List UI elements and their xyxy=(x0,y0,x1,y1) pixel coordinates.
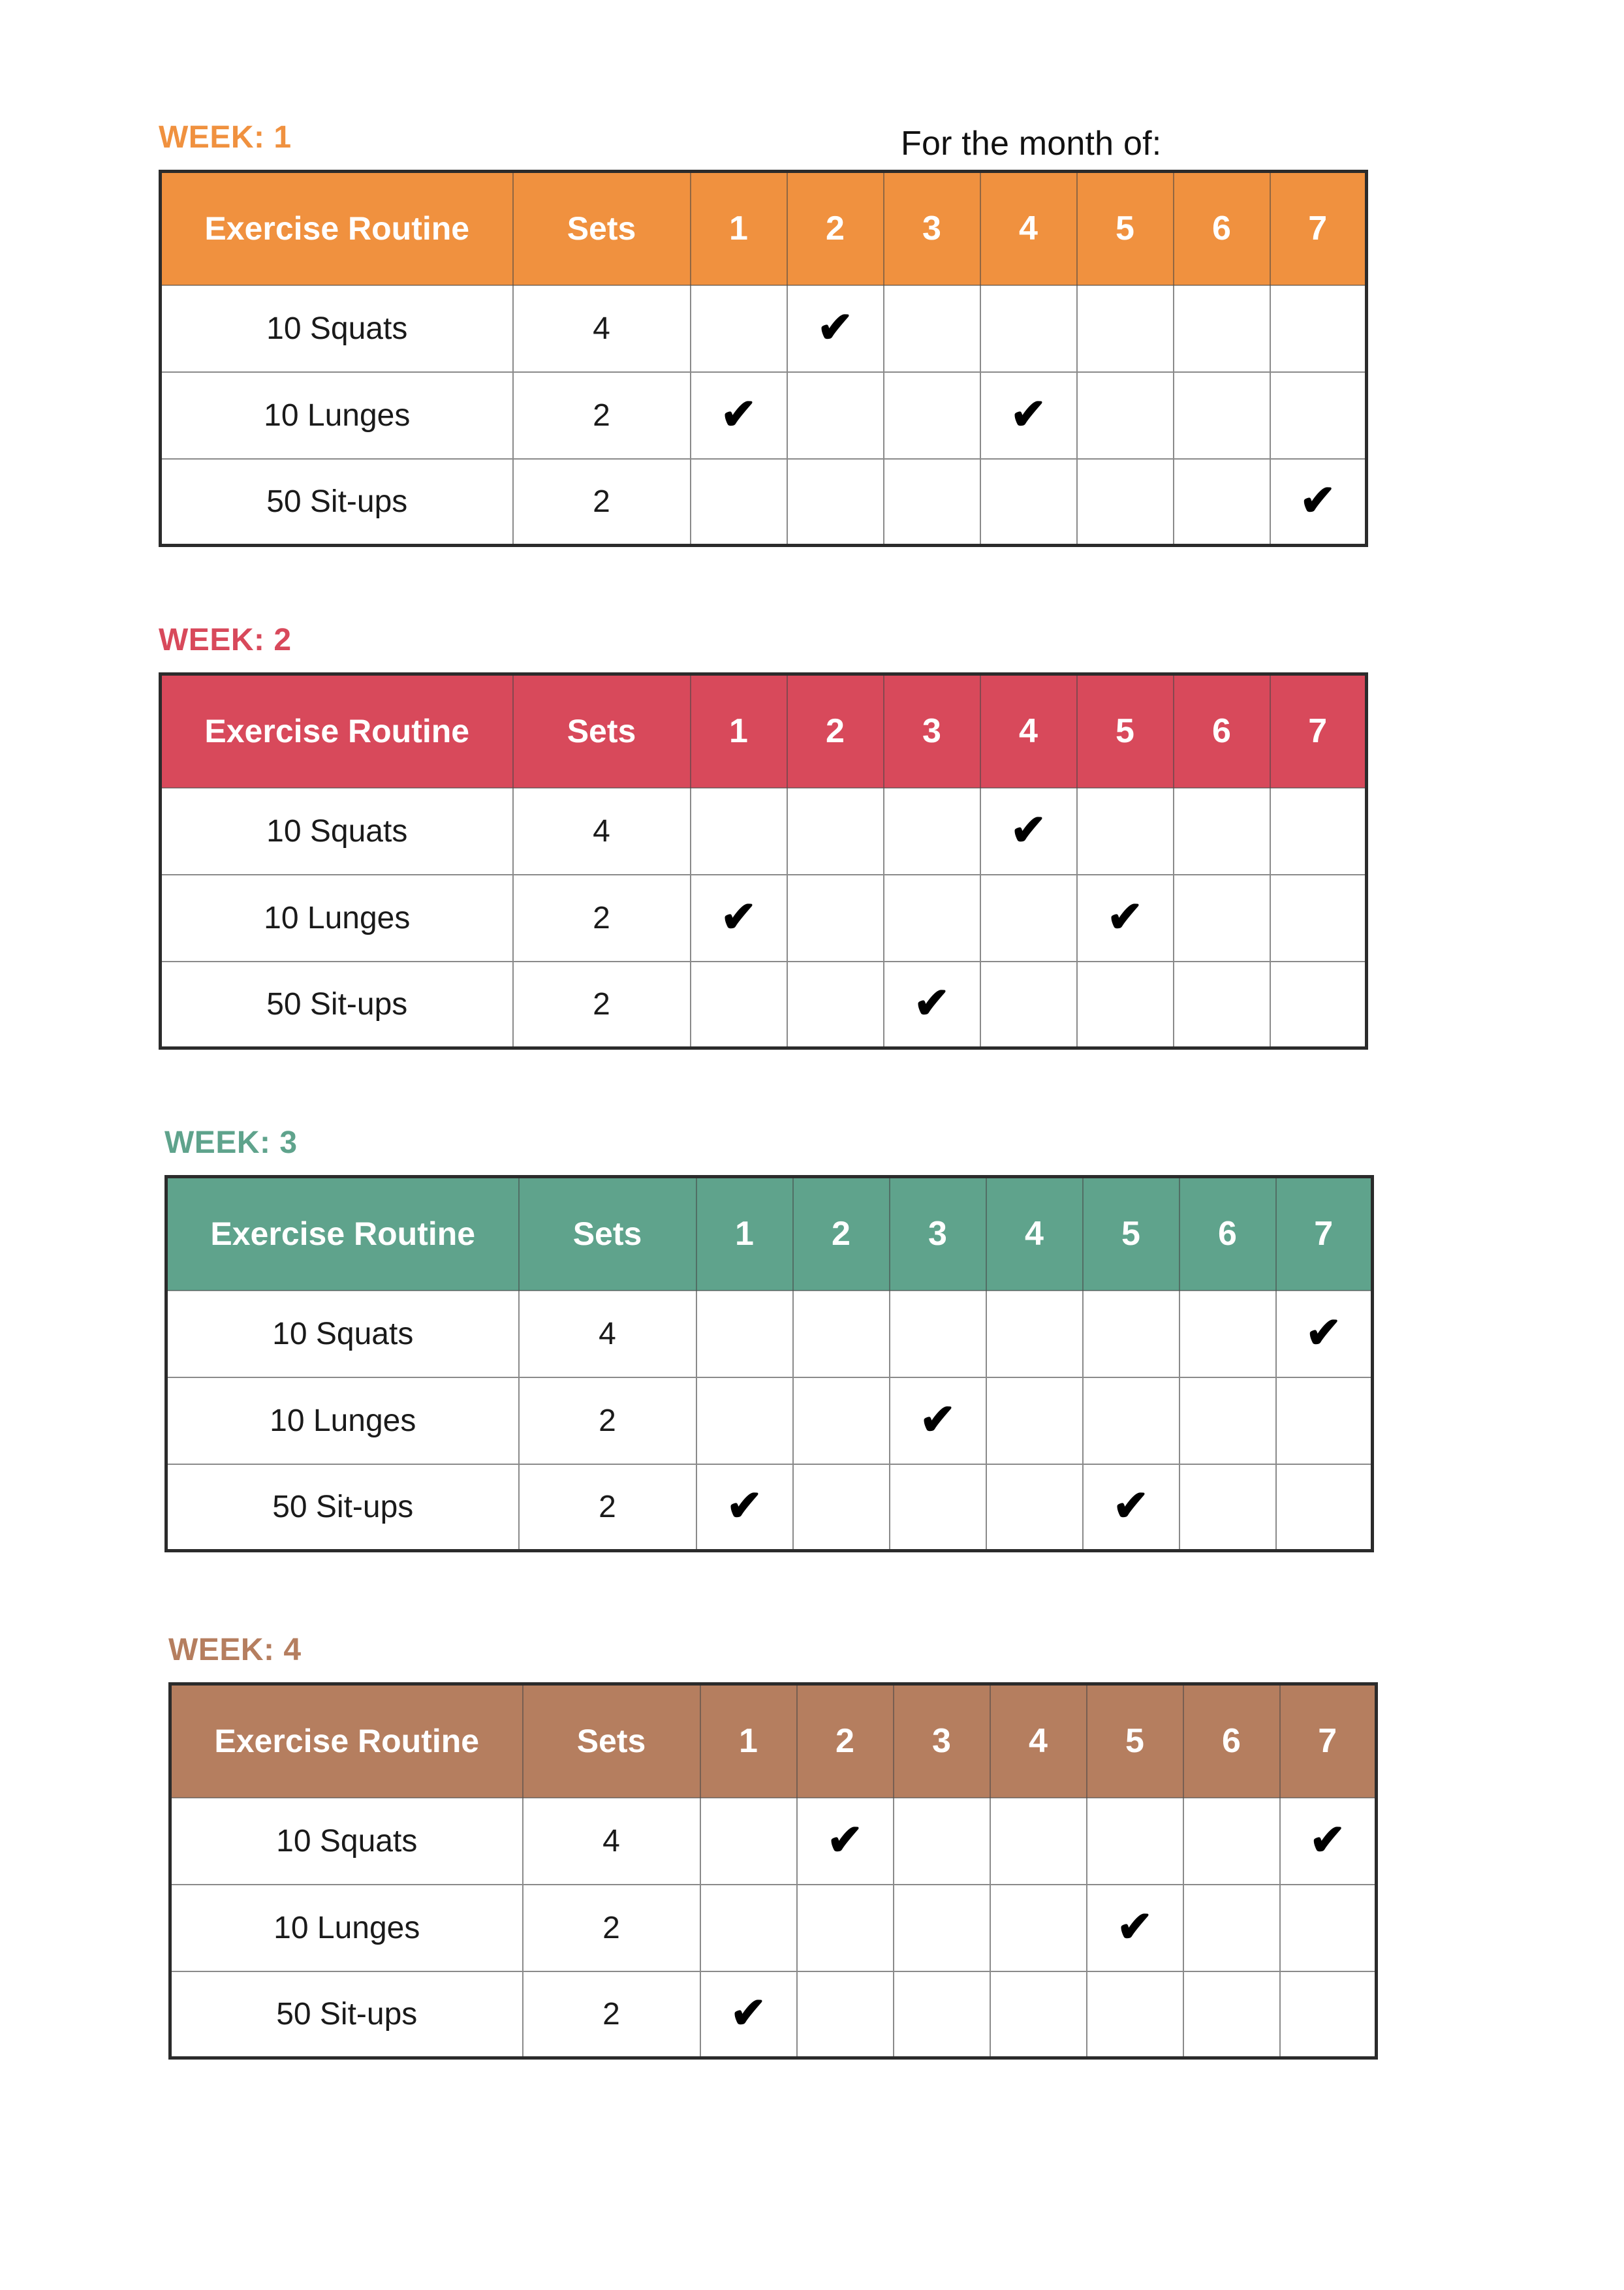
column-header-day-3: 3 xyxy=(890,1177,986,1291)
cell-day-3-checkbox[interactable] xyxy=(894,1798,990,1885)
cell-exercise-name: 50 Sit-ups xyxy=(161,962,513,1048)
column-header-day-6: 6 xyxy=(1179,1177,1276,1291)
column-header-day-1: 1 xyxy=(700,1684,797,1798)
column-header-day-1: 1 xyxy=(696,1177,793,1291)
week-block-3 xyxy=(164,1125,1374,1552)
cell-day-2-checkbox[interactable] xyxy=(793,1377,890,1464)
column-header-day-4: 4 xyxy=(980,172,1077,285)
month-prompt: For the month of: xyxy=(901,125,1162,163)
check-icon: ✔ xyxy=(1010,806,1047,854)
cell-day-5-checkbox[interactable] xyxy=(1077,962,1174,1048)
cell-day-4-checkbox[interactable] xyxy=(986,1464,1083,1551)
cell-day-2-checkbox[interactable] xyxy=(797,1885,894,1971)
cell-day-3-checkbox[interactable] xyxy=(890,1464,986,1551)
column-header-day-2: 2 xyxy=(793,1177,890,1291)
cell-day-4-checkbox[interactable] xyxy=(980,459,1077,546)
cell-day-7-checkbox[interactable] xyxy=(1280,1971,1377,2058)
cell-day-4-checkbox[interactable] xyxy=(986,1291,1083,1377)
cell-exercise-name: 50 Sit-ups xyxy=(170,1971,523,2058)
cell-day-3-checkbox[interactable] xyxy=(884,459,980,546)
week-block-4 xyxy=(168,1632,1378,2060)
column-header-day-5: 5 xyxy=(1087,1684,1183,1798)
column-header-day-2: 2 xyxy=(787,674,884,788)
cell-day-6-checkbox[interactable] xyxy=(1174,372,1270,459)
table-row xyxy=(170,1885,1377,1971)
cell-day-4-checkbox[interactable] xyxy=(980,962,1077,1048)
cell-day-1-checkbox[interactable] xyxy=(691,285,787,372)
cell-sets-count: 2 xyxy=(513,962,691,1048)
cell-day-7-checkbox[interactable] xyxy=(1276,1377,1373,1464)
table-row xyxy=(166,1291,1373,1377)
cell-sets-count: 4 xyxy=(523,1798,700,1885)
column-header-exercise-routine: Exercise Routine xyxy=(161,172,513,285)
cell-sets-count: 2 xyxy=(513,372,691,459)
cell-sets-count: 2 xyxy=(513,459,691,546)
cell-day-2-checkbox[interactable] xyxy=(797,1798,894,1885)
cell-sets-count: 2 xyxy=(523,1885,700,1971)
week-block-1 xyxy=(159,119,1368,547)
cell-day-3-checkbox[interactable] xyxy=(894,1971,990,2058)
column-header-day-5: 5 xyxy=(1077,674,1174,788)
cell-day-5-checkbox[interactable] xyxy=(1087,1798,1183,1885)
cell-day-2-checkbox[interactable] xyxy=(787,285,884,372)
cell-day-3-checkbox[interactable] xyxy=(890,1291,986,1377)
check-icon: ✔ xyxy=(919,1395,956,1443)
cell-day-7-checkbox[interactable] xyxy=(1270,875,1367,962)
cell-day-4-checkbox[interactable] xyxy=(990,1885,1087,1971)
column-header-day-2: 2 xyxy=(787,172,884,285)
table-row xyxy=(161,875,1367,962)
cell-day-3-checkbox[interactable] xyxy=(884,962,980,1048)
cell-day-4-checkbox[interactable] xyxy=(986,1377,1083,1464)
cell-exercise-name: 10 Squats xyxy=(161,788,513,875)
cell-day-4-checkbox[interactable] xyxy=(980,285,1077,372)
cell-day-4-checkbox[interactable] xyxy=(990,1798,1087,1885)
column-header-day-7: 7 xyxy=(1280,1684,1377,1798)
cell-day-2-checkbox[interactable] xyxy=(787,875,884,962)
column-header-day-4: 4 xyxy=(980,674,1077,788)
cell-day-1-checkbox[interactable] xyxy=(700,1885,797,1971)
week-label-3: WEEK: 3 xyxy=(164,1125,298,1160)
cell-day-6-checkbox[interactable] xyxy=(1183,1885,1280,1971)
cell-day-1-checkbox[interactable] xyxy=(696,1377,793,1464)
column-header-day-1: 1 xyxy=(691,172,787,285)
cell-day-3-checkbox[interactable] xyxy=(884,285,980,372)
check-icon: ✔ xyxy=(730,1988,767,2037)
cell-day-1-checkbox[interactable] xyxy=(691,788,787,875)
cell-day-5-checkbox[interactable] xyxy=(1087,1971,1183,2058)
column-header-day-1: 1 xyxy=(691,674,787,788)
table-header-row xyxy=(170,1684,1377,1798)
cell-day-3-checkbox[interactable] xyxy=(884,788,980,875)
week-block-2 xyxy=(159,622,1368,1050)
cell-sets-count: 2 xyxy=(519,1464,696,1551)
cell-day-5-checkbox[interactable] xyxy=(1077,875,1174,962)
cell-exercise-name: 10 Lunges xyxy=(161,372,513,459)
check-icon: ✔ xyxy=(1309,1815,1346,1864)
column-header-day-7: 7 xyxy=(1270,172,1367,285)
table-row xyxy=(166,1464,1373,1551)
cell-sets-count: 2 xyxy=(519,1377,696,1464)
cell-day-3-checkbox[interactable] xyxy=(884,372,980,459)
cell-day-1-checkbox[interactable] xyxy=(691,962,787,1048)
column-header-exercise-routine: Exercise Routine xyxy=(161,674,513,788)
cell-day-1-checkbox[interactable] xyxy=(696,1464,793,1551)
week-table-1 xyxy=(159,170,1368,547)
column-header-day-6: 6 xyxy=(1174,172,1270,285)
table-row xyxy=(161,285,1367,372)
table-header-row xyxy=(161,674,1367,788)
check-icon: ✔ xyxy=(1106,892,1144,941)
cell-day-5-checkbox[interactable] xyxy=(1077,372,1174,459)
column-header-sets: Sets xyxy=(513,674,691,788)
column-header-day-2: 2 xyxy=(797,1684,894,1798)
cell-day-5-checkbox[interactable] xyxy=(1077,788,1174,875)
cell-exercise-name: 10 Lunges xyxy=(166,1377,519,1464)
cell-day-7-checkbox[interactable] xyxy=(1280,1798,1377,1885)
check-icon: ✔ xyxy=(1300,476,1336,525)
column-header-exercise-routine: Exercise Routine xyxy=(170,1684,523,1798)
cell-day-6-checkbox[interactable] xyxy=(1179,1377,1276,1464)
cell-day-6-checkbox[interactable] xyxy=(1174,788,1270,875)
cell-exercise-name: 50 Sit-ups xyxy=(161,459,513,546)
column-header-day-4: 4 xyxy=(986,1177,1083,1291)
cell-sets-count: 4 xyxy=(513,285,691,372)
cell-day-6-checkbox[interactable] xyxy=(1179,1291,1276,1377)
cell-day-4-checkbox[interactable] xyxy=(980,788,1077,875)
table-header-row xyxy=(161,172,1367,285)
week-label-2: WEEK: 2 xyxy=(159,623,292,657)
cell-sets-count: 4 xyxy=(519,1291,696,1377)
week-label-1: WEEK: 1 xyxy=(159,120,292,155)
check-icon: ✔ xyxy=(1010,390,1047,438)
table-row xyxy=(170,1971,1377,2058)
cell-day-1-checkbox[interactable] xyxy=(700,1798,797,1885)
cell-day-5-checkbox[interactable] xyxy=(1087,1885,1183,1971)
table-header-row xyxy=(166,1177,1373,1291)
cell-day-6-checkbox[interactable] xyxy=(1174,459,1270,546)
cell-day-5-checkbox[interactable] xyxy=(1077,285,1174,372)
check-icon: ✔ xyxy=(817,303,854,351)
cell-day-6-checkbox[interactable] xyxy=(1174,875,1270,962)
cell-day-1-checkbox[interactable] xyxy=(700,1971,797,2058)
cell-day-2-checkbox[interactable] xyxy=(797,1971,894,2058)
cell-exercise-name: 10 Squats xyxy=(166,1291,519,1377)
cell-day-1-checkbox[interactable] xyxy=(691,459,787,546)
cell-day-7-checkbox[interactable] xyxy=(1280,1885,1377,1971)
cell-exercise-name: 10 Squats xyxy=(170,1798,523,1885)
week-table-2 xyxy=(159,672,1368,1050)
cell-sets-count: 4 xyxy=(513,788,691,875)
check-icon: ✔ xyxy=(720,390,757,438)
cell-day-4-checkbox[interactable] xyxy=(980,372,1077,459)
column-header-day-5: 5 xyxy=(1077,172,1174,285)
column-header-day-3: 3 xyxy=(894,1684,990,1798)
column-header-sets: Sets xyxy=(519,1177,696,1291)
column-header-day-6: 6 xyxy=(1174,674,1270,788)
cell-day-6-checkbox[interactable] xyxy=(1179,1464,1276,1551)
cell-day-6-checkbox[interactable] xyxy=(1174,962,1270,1048)
cell-day-2-checkbox[interactable] xyxy=(787,372,884,459)
column-header-day-5: 5 xyxy=(1083,1177,1179,1291)
cell-day-5-checkbox[interactable] xyxy=(1077,459,1174,546)
cell-day-7-checkbox[interactable] xyxy=(1276,1464,1373,1551)
table-row xyxy=(166,1377,1373,1464)
table-row xyxy=(161,459,1367,546)
cell-exercise-name: 10 Lunges xyxy=(170,1885,523,1971)
cell-sets-count: 2 xyxy=(513,875,691,962)
cell-day-4-checkbox[interactable] xyxy=(980,875,1077,962)
cell-day-1-checkbox[interactable] xyxy=(691,372,787,459)
week-table-3 xyxy=(164,1175,1374,1552)
cell-exercise-name: 50 Sit-ups xyxy=(166,1464,519,1551)
column-header-day-4: 4 xyxy=(990,1684,1087,1798)
cell-day-3-checkbox[interactable] xyxy=(890,1377,986,1464)
check-icon: ✔ xyxy=(913,979,950,1027)
cell-day-5-checkbox[interactable] xyxy=(1083,1291,1179,1377)
cell-exercise-name: 10 Lunges xyxy=(161,875,513,962)
table-row xyxy=(170,1798,1377,1885)
cell-day-4-checkbox[interactable] xyxy=(990,1971,1087,2058)
cell-day-7-checkbox[interactable] xyxy=(1270,459,1367,546)
week-label-4: WEEK: 4 xyxy=(168,1633,302,1667)
column-header-day-7: 7 xyxy=(1276,1177,1373,1291)
cell-day-6-checkbox[interactable] xyxy=(1183,1798,1280,1885)
table-row xyxy=(161,788,1367,875)
cell-day-2-checkbox[interactable] xyxy=(793,1464,890,1551)
cell-day-2-checkbox[interactable] xyxy=(787,459,884,546)
cell-day-5-checkbox[interactable] xyxy=(1083,1464,1179,1551)
cell-day-3-checkbox[interactable] xyxy=(884,875,980,962)
cell-day-7-checkbox[interactable] xyxy=(1270,788,1367,875)
column-header-day-3: 3 xyxy=(884,674,980,788)
cell-day-2-checkbox[interactable] xyxy=(787,788,884,875)
check-icon: ✔ xyxy=(726,1481,763,1530)
cell-day-2-checkbox[interactable] xyxy=(787,962,884,1048)
cell-day-5-checkbox[interactable] xyxy=(1083,1377,1179,1464)
check-icon: ✔ xyxy=(1116,1902,1153,1951)
check-icon: ✔ xyxy=(1305,1308,1342,1357)
cell-exercise-name: 10 Squats xyxy=(161,285,513,372)
cell-day-7-checkbox[interactable] xyxy=(1276,1291,1373,1377)
cell-sets-count: 2 xyxy=(523,1971,700,2058)
week-table-4 xyxy=(168,1682,1378,2060)
column-header-sets: Sets xyxy=(523,1684,700,1798)
cell-day-7-checkbox[interactable] xyxy=(1270,285,1367,372)
check-icon: ✔ xyxy=(826,1815,864,1864)
cell-day-3-checkbox[interactable] xyxy=(894,1885,990,1971)
cell-day-1-checkbox[interactable] xyxy=(691,875,787,962)
cell-day-1-checkbox[interactable] xyxy=(696,1291,793,1377)
column-header-day-3: 3 xyxy=(884,172,980,285)
cell-day-6-checkbox[interactable] xyxy=(1174,285,1270,372)
check-icon: ✔ xyxy=(1112,1481,1149,1530)
cell-day-6-checkbox[interactable] xyxy=(1183,1971,1280,2058)
table-row xyxy=(161,962,1367,1048)
cell-day-7-checkbox[interactable] xyxy=(1270,372,1367,459)
cell-day-2-checkbox[interactable] xyxy=(793,1291,890,1377)
table-row xyxy=(161,372,1367,459)
column-header-day-7: 7 xyxy=(1270,674,1367,788)
cell-day-7-checkbox[interactable] xyxy=(1270,962,1367,1048)
column-header-sets: Sets xyxy=(513,172,691,285)
column-header-day-6: 6 xyxy=(1183,1684,1280,1798)
column-header-exercise-routine: Exercise Routine xyxy=(166,1177,519,1291)
check-icon: ✔ xyxy=(720,892,757,941)
